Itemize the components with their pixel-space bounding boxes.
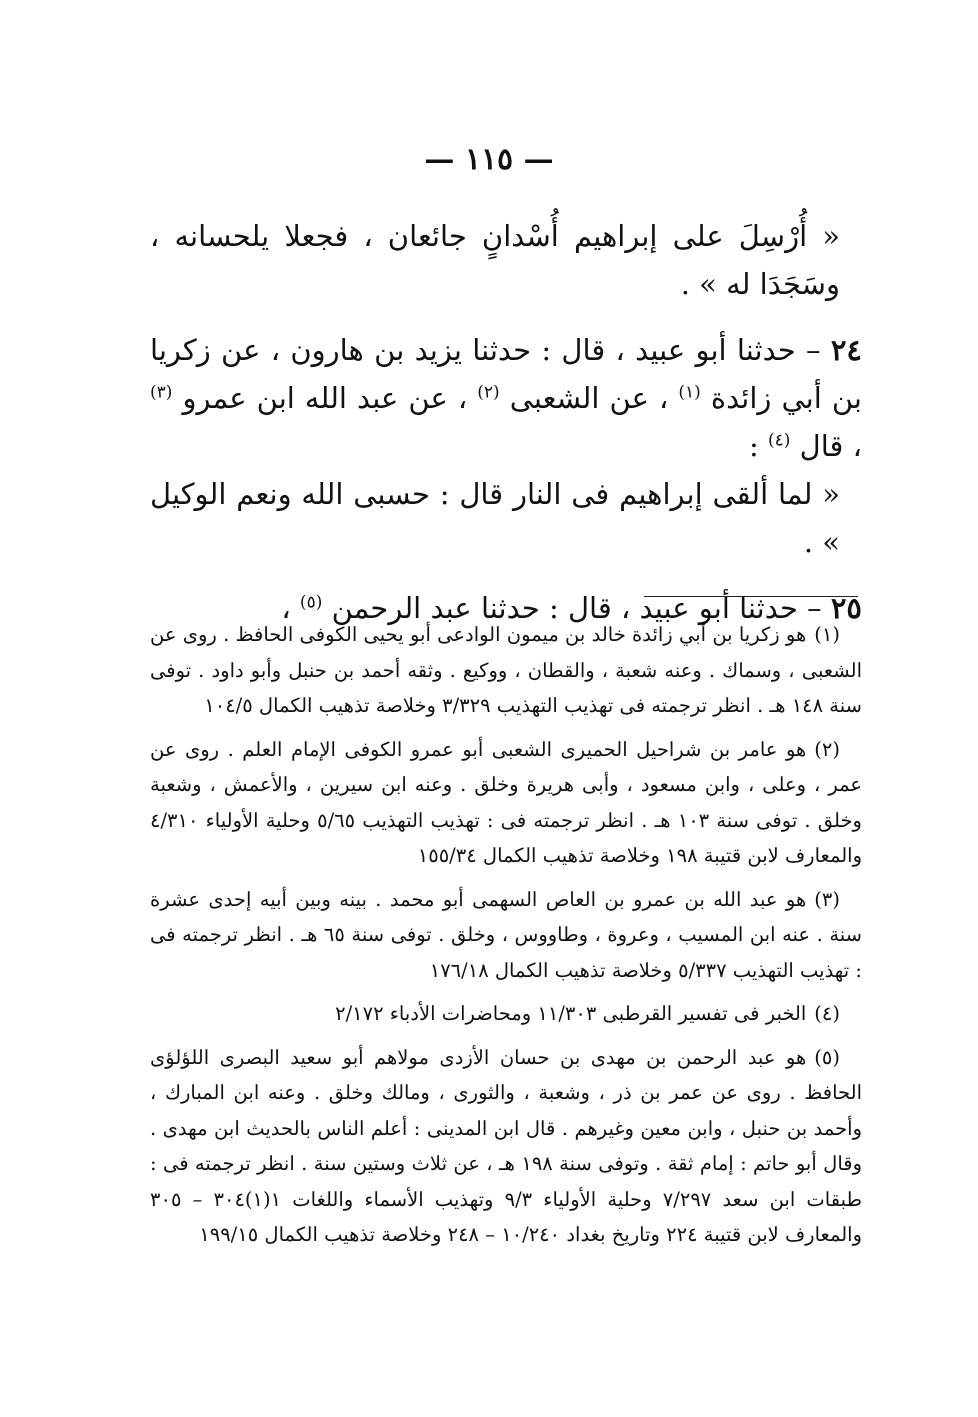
footnote-text: هو عبد الله بن عمرو بن العاص السهمى أبو محمد . بينه وبين أبيه إحدى عشرة سنة . عنه ابن المسيب ، وعروة ، وطاووس ، وخلق . توفى سنة ٦٥ هـ . انظر ترجمته فى : تهذيب التهذيب ٥/٣٣٧ وخلاصة تذهيب الكمال ١٧٦/١٨ <box>150 887 862 982</box>
footnote-separator <box>644 596 858 597</box>
hadith-dash: – <box>797 591 831 625</box>
footnote-2 <box>150 732 862 874</box>
footnote-5 <box>150 1040 862 1253</box>
footnote-ref-2[interactable]: (٢) <box>477 382 500 403</box>
hadith-number-24: ٢٤ <box>830 333 863 367</box>
hadith-24-text-3: ، عن عبد الله ابن عمرو <box>182 381 478 415</box>
footnote-text: هو زكريا بن أبي زائدة خالد بن ميمون الوادعى أبو يحيى الكوفى الحافظ . روى عن الشعبى ، وسماك . وعنه شعبة ، والقطان ، ووكيع . وثقه أحمد بن حنبل وأبو داود . توفى سنة ١٤٨ هـ . انظر ترجمته فى تهذيب التهذيب ٣/٣٢٩ وخلاصة تذهيب الكمال ١٠٤/٥ <box>150 623 862 717</box>
footnote-ref-1[interactable]: (١) <box>678 382 701 403</box>
quote-paragraph-2: « لما ألقى إبراهيم فى النار قال : حسبى الله ونعم الوكيل » . <box>150 477 840 559</box>
footnote-text: الخبر فى تفسير القرطبى ١١/٣٠٣ ومحاضرات الأدباء ٢/١٧٢ <box>335 1002 807 1025</box>
hadith-24-text-2: ، عن الشعبى <box>509 381 679 415</box>
footnote-ref-5[interactable]: (٥) <box>299 592 323 613</box>
hadith-24-text-5: : <box>749 429 768 463</box>
main-text <box>150 212 862 632</box>
hadith-dash: – <box>795 333 831 367</box>
hadith-24 <box>150 326 862 470</box>
footnote-mark: (١) <box>814 623 840 646</box>
hadith-24-text-1: حدثنا أبو عبيد ، قال : حدثنا يزيد بن هارون ، عن زكريا بن أبي زائدة <box>150 333 863 415</box>
hadith-25-text-2: ، <box>281 591 300 625</box>
page-number: — ١١٥ — <box>424 142 554 177</box>
footnote-mark: (٢) <box>814 737 840 761</box>
footnote-4 <box>150 996 862 1032</box>
footnote-1 <box>150 617 862 724</box>
footnote-text: هو عبد الرحمن بن مهدى بن حسان الأزدى مولاهم أبو سعيد البصرى اللؤلؤى الحافظ . روى عن عمر بن ذر ، وشعبة ، والثورى ، ومالك وخلق . وعنه ابن المبارك ، وأحمد بن حنبل ، وابن معين وغيرهم . قال ابن المدينى : أعلم الناس بالحديث ابن مهدى . وقال أبو حاتم : إمام ثقة . وتوفى سنة ١٩٨ هـ ، عن ثلاث وستين سنة . انظر ترجمته فى : طبقات ابن سعد ٧/٢٩٧ وحلية الأولياء ٩/٣ وتهذيب الأسماء واللغات ١(١)٣٠٤ – ٣٠٥ والمعارف لابن قتيبة ٢٢٤ وتاريخ بغداد ١٠/٢٤٠ – ٢٤٨ وخلاصة تذهيب الكمال ١٩٩/١٥ <box>150 1045 863 1246</box>
footnote-3 <box>150 882 862 989</box>
footnote-ref-3[interactable]: (٣) <box>150 382 173 403</box>
quote-paragraph-1: « أُرْسِلَ على إبراهيم أُسْدانٍ جائعان ، فجعلا يلحسانه ، وسَجَدَا له » . <box>150 219 840 301</box>
hadith-25-text-1: حدثنا أبو عبيد ، قال : حدثنا عبد الرحمن <box>331 591 798 625</box>
footnotes <box>150 617 862 1261</box>
hadith-24-text-4: ، قال <box>799 429 862 463</box>
footnote-mark: (٤) <box>814 1002 840 1025</box>
hadith-number-25: ٢٥ <box>830 591 862 625</box>
footnote-text: هو عامر بن شراحيل الحميرى الشعبى أبو عمرو الكوفى الإمام العلم . روى عن عمر ، وعلى ، وابن مسعود ، وأبى هريرة وخلق . وعنه ابن سيرين ، والأعمش ، وشعبة وخلق . توفى سنة ١٠٣ هـ . انظر ترجمته فى : تهذيب التهذيب ٥/٦٥ وحلية الأولياء ٤/٣١٠ والمعارف لابن قتيبة ١٩٨ وخلاصة تذهيب الكمال ١٥٥/٣٤ <box>150 737 862 867</box>
footnote-mark: (٥) <box>814 1045 840 1069</box>
footnote-ref-4[interactable]: (٤) <box>768 430 791 451</box>
footnote-mark: (٣) <box>814 887 840 911</box>
